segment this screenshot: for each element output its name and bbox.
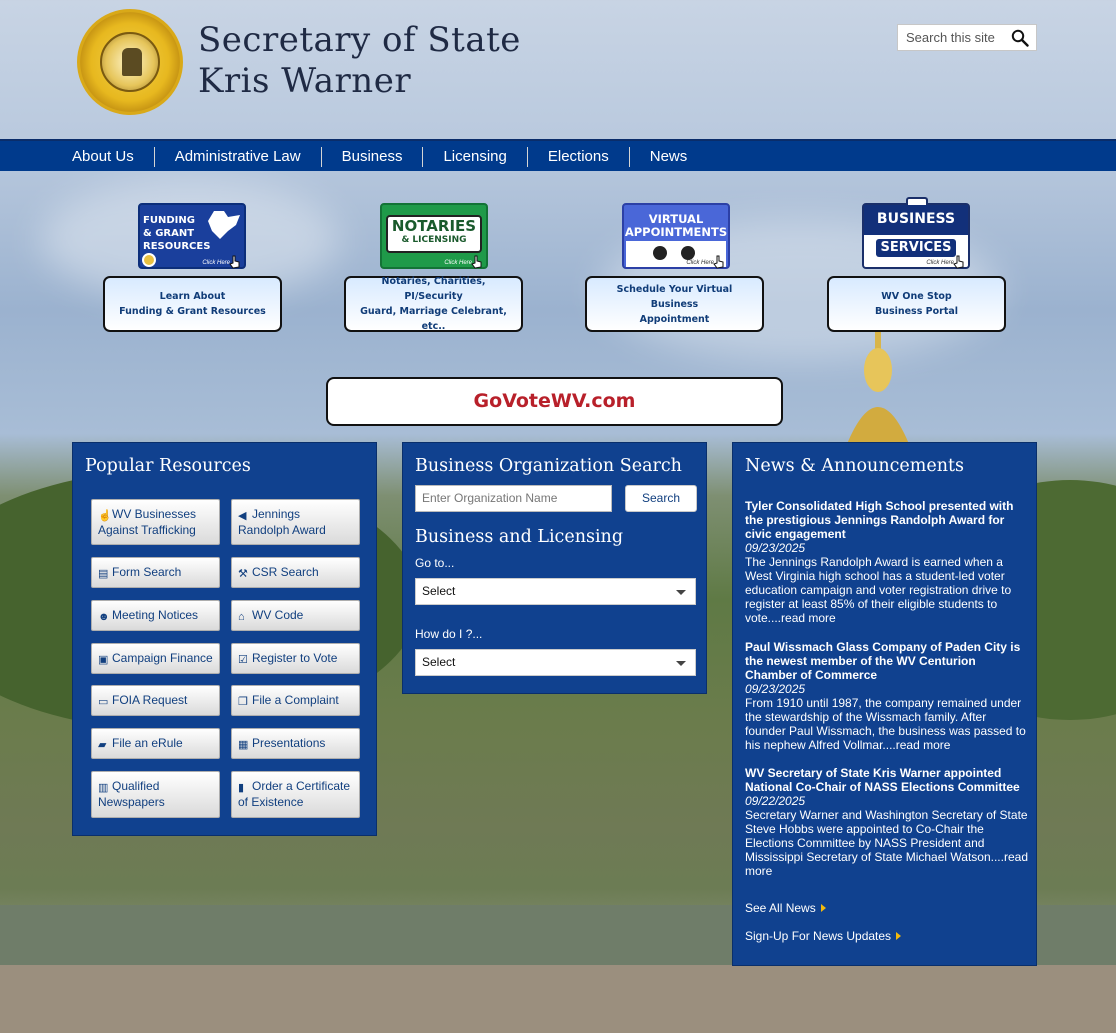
- site-search: [897, 24, 1037, 51]
- hand-pointer-icon: ☝: [98, 510, 112, 522]
- promo-label: SERVICES: [880, 240, 952, 255]
- nav-item-business[interactable]: Business: [321, 147, 423, 167]
- search-icon[interactable]: [1011, 29, 1029, 47]
- resource-button-campaign-finance[interactable]: [91, 643, 220, 674]
- news-body[interactable]: From 1910 until 1987, the company remained under the stewardship of the Wissmach family. After founder Paul Wissmach, the business was passed to his nephew Alfred Vollmar....read more: [745, 696, 1026, 752]
- resource-button-label: Order a Certificate of Existence: [238, 779, 351, 809]
- site-header: [0, 0, 1116, 139]
- nav-item-licensing[interactable]: Licensing: [422, 147, 526, 167]
- business-licensing-title: Business and Licensing: [415, 527, 624, 547]
- resource-button-label: Meeting Notices: [112, 608, 199, 622]
- click-here-text: Click Here: [926, 260, 954, 266]
- how-do-i-label: How do I ?...: [415, 627, 483, 641]
- promo-label: NOTARIES & LICENSING: [391, 217, 477, 245]
- hand-pointer-icon: [228, 255, 242, 269]
- gavel-icon: ⚒: [238, 568, 248, 580]
- resource-button-label: Qualified Newspapers: [98, 779, 165, 809]
- state-seal-logo[interactable]: [77, 9, 183, 115]
- virtual-appointments-promo-image[interactable]: [622, 203, 730, 269]
- promo-label: FUNDING & GRANT RESOURCES: [143, 215, 211, 252]
- capitol-dome: [845, 330, 911, 444]
- resource-button-label: FOIA Request: [112, 693, 188, 707]
- news-date: 09/22/2025: [745, 794, 806, 808]
- hand-pointer-icon: [470, 255, 484, 269]
- nav-item-elections[interactable]: Elections: [527, 147, 629, 167]
- business-search-panel: [402, 442, 707, 694]
- laptop-icon: ▭: [98, 696, 109, 708]
- news-panel: [732, 442, 1037, 966]
- funding-grant-promo-image[interactable]: [138, 203, 246, 269]
- organization-name-input[interactable]: Enter Organization Name: [415, 485, 612, 512]
- funding-grant-button[interactable]: Learn About Funding & Grant Resources: [103, 276, 282, 332]
- briefcase-handle: [906, 197, 928, 205]
- chevron-down-icon: [676, 590, 686, 595]
- business-services-promo-image[interactable]: [862, 203, 970, 269]
- site-title[interactable]: [198, 20, 521, 102]
- news-headline[interactable]: WV Secretary of State Kris Warner appointed National Co-Chair of NASS Elections Committee: [745, 766, 1020, 794]
- folder-icon: ▰: [98, 739, 107, 751]
- film-icon: ▦: [238, 739, 249, 751]
- seal-center: [100, 32, 160, 92]
- organization-search-button[interactable]: Search: [625, 485, 697, 512]
- wv-map-icon: [206, 209, 244, 241]
- goto-label: Go to...: [415, 556, 455, 570]
- resource-button-label: File an eRule: [112, 736, 183, 750]
- goto-select-value: Select: [422, 584, 456, 598]
- news-body[interactable]: Secretary Warner and Washington Secretary of State Steve Hobbs were appointed to Co-Chair the Elections Committee by NASS President and Mississippi Secretary of State Michael Watson....read more: [745, 808, 1028, 878]
- resource-button-foia-request[interactable]: [91, 685, 220, 716]
- chevron-down-icon: [676, 661, 686, 666]
- hand-pointer-icon: [952, 255, 966, 269]
- seal-badge-icon: [142, 253, 156, 267]
- news-signup-label: Sign-Up For News Updates: [745, 929, 892, 943]
- resource-button-label: Form Search: [112, 565, 182, 579]
- news-date: 09/23/2025: [745, 541, 806, 555]
- resource-button-label: Jennings Randolph Award: [238, 507, 326, 537]
- news-headline[interactable]: Paul Wissmach Glass Company of Paden City is the newest member of the WV Centurion Chamber of Commerce: [745, 640, 1021, 682]
- news-signup-link[interactable]: [745, 929, 901, 943]
- resource-button-wv-code[interactable]: [231, 600, 360, 631]
- virtual-appointment-button[interactable]: Schedule Your Virtual Business Appointment: [585, 276, 764, 332]
- promo-label: VIRTUAL APPOINTMENTS: [624, 212, 728, 239]
- click-here-text: Click Here: [444, 260, 472, 266]
- popular-resources-title: Popular Resources: [85, 456, 251, 476]
- see-all-news-label: See All News: [745, 901, 816, 915]
- how-do-i-select-value: Select: [422, 655, 456, 669]
- users-icon: ☻: [98, 611, 110, 623]
- resource-button-jennings-randolph-award[interactable]: [231, 499, 360, 545]
- business-portal-button[interactable]: WV One Stop Business Portal: [827, 276, 1006, 332]
- caret-right-icon: [896, 932, 901, 940]
- resource-button-label: WV Code: [252, 608, 304, 622]
- goto-select[interactable]: [415, 578, 696, 605]
- popular-resources-panel: [72, 442, 377, 836]
- resource-button-label: File a Complaint: [252, 693, 339, 707]
- site-title-line2: Kris Warner: [198, 61, 412, 101]
- news-headline[interactable]: Tyler Consolidated High School presented with the prestigious Jennings Randolph Award for civic engagement: [745, 499, 1014, 541]
- site-title-line1: Secretary of State: [198, 20, 521, 60]
- main-nav: [0, 139, 1116, 171]
- promo-label: BUSINESS: [876, 211, 956, 227]
- news-date: 09/23/2025: [745, 682, 806, 696]
- newspaper-icon: ▥: [98, 782, 109, 794]
- copy-icon: ❐: [238, 696, 248, 708]
- resource-button-file-a-complaint[interactable]: [231, 685, 360, 716]
- govotewv-link[interactable]: GoVoteWV.com: [326, 377, 783, 426]
- resource-button-label: Register to Vote: [252, 651, 338, 665]
- see-all-news-link[interactable]: [745, 901, 826, 915]
- site-search-input[interactable]: [898, 25, 1006, 50]
- click-here-text: Click Here: [202, 260, 230, 266]
- resource-button-csr-search[interactable]: [231, 557, 360, 588]
- resource-button-file-an-erule[interactable]: [91, 728, 220, 759]
- notaries-button[interactable]: Notaries, Charities, PI/Security Guard, Marriage Celebrant, etc..: [344, 276, 523, 332]
- resource-button-order-a-certificate-of-existence[interactable]: [231, 771, 360, 818]
- news-body[interactable]: The Jennings Randolph Award is earned when a West Virginia high school has a student-led voter education campaign and voter registration drive to register at least 85% of their eligible students to vote....read more: [745, 555, 1012, 625]
- institution-icon: ⌂: [238, 611, 245, 623]
- document-icon: ▤: [98, 568, 109, 580]
- nav-item-administrative-law[interactable]: Administrative Law: [154, 147, 321, 167]
- notaries-licensing-promo-image[interactable]: [380, 203, 488, 269]
- resource-button-meeting-notices[interactable]: [91, 600, 220, 631]
- news-title: News & Announcements: [745, 456, 964, 476]
- seal-figure: [122, 48, 142, 76]
- resource-button-wv-businesses-against-trafficking[interactable]: [91, 499, 220, 545]
- click-here-text: Click Here: [686, 260, 714, 266]
- resource-button-presentations[interactable]: [231, 728, 360, 759]
- money-icon: ▣: [98, 654, 109, 666]
- resource-button-form-search[interactable]: [91, 557, 220, 588]
- riverbank: [0, 965, 1116, 1033]
- news-item: [745, 499, 1028, 625]
- news-item: [745, 640, 1028, 752]
- resource-button-label: Campaign Finance: [112, 651, 213, 665]
- megaphone-icon: ◀: [238, 510, 247, 522]
- hand-pointer-icon: [712, 255, 726, 269]
- nav-item-about-us[interactable]: About Us: [72, 148, 134, 165]
- checkbox-icon: ☑: [238, 654, 248, 666]
- news-item: [745, 766, 1028, 878]
- resource-button-label: CSR Search: [252, 565, 319, 579]
- bookmark-icon: ▮: [238, 782, 245, 794]
- nav-item-news[interactable]: News: [629, 147, 708, 167]
- how-do-i-select[interactable]: [415, 649, 696, 676]
- caret-right-icon: [821, 904, 826, 912]
- resource-button-label: Presentations: [252, 736, 326, 750]
- resource-button-qualified-newspapers[interactable]: [91, 771, 220, 818]
- business-search-title: Business Organization Search: [415, 456, 682, 476]
- resource-button-label: WV Businesses Against Trafficking: [98, 507, 197, 537]
- resource-button-register-to-vote[interactable]: [231, 643, 360, 674]
